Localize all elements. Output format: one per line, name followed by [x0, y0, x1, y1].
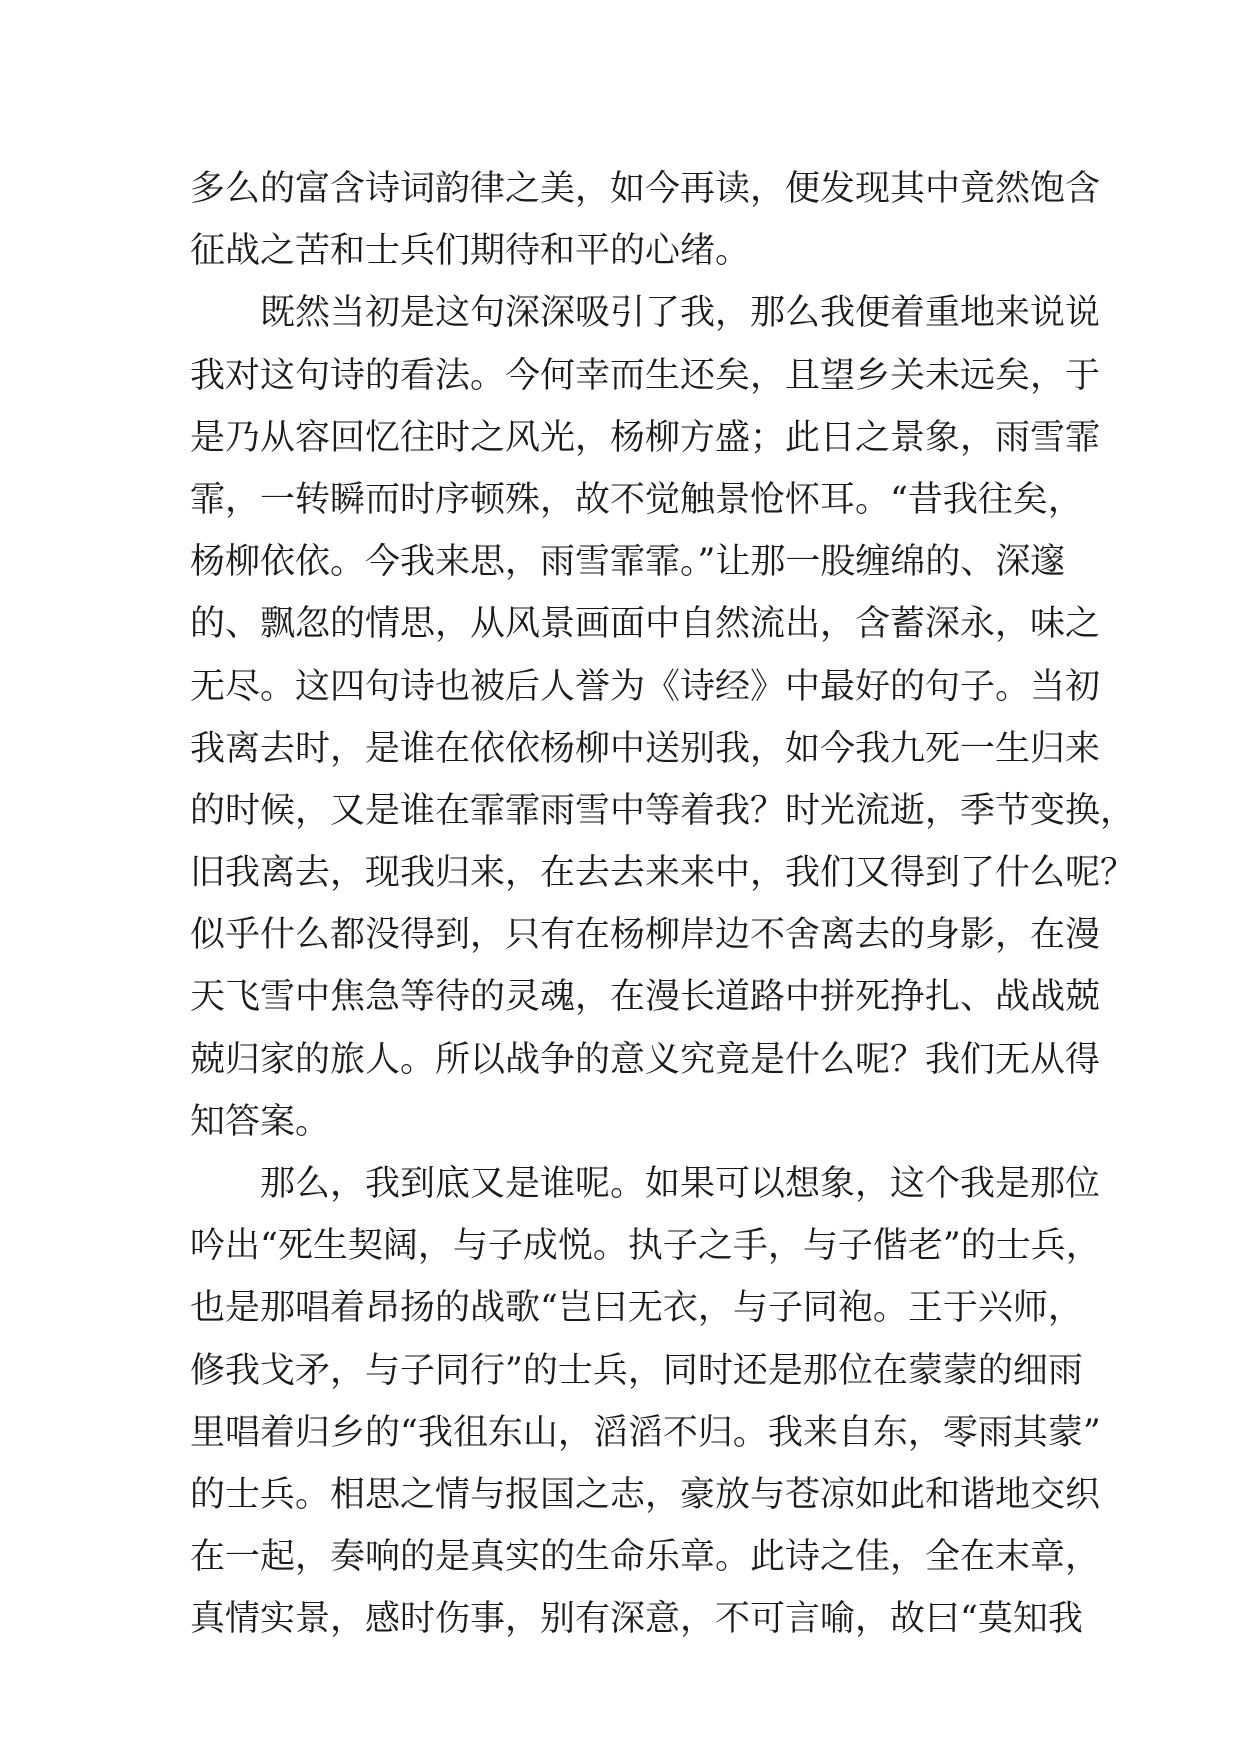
- text-line: 里唱着归乡的“我徂东山，滔滔不归。我来自东，零雨其蒙”: [190, 1412, 1101, 1453]
- text-line: 霏，一转瞬而时序顿殊，故不觉触景怆怀耳。“昔我往矣，: [190, 479, 1083, 520]
- text-line: 吟出“死生契阔，与子成悦。执子之手，与子偕老”的士兵，: [190, 1226, 1101, 1267]
- text-line: 旧我离去，现我归来，在去去来来中，我们又得到了什么呢？: [190, 853, 1136, 894]
- text-line: 的、飘忽的情思，从风景画面中自然流出，含蓄深永，味之: [190, 604, 1101, 645]
- text-line: 是乃从容回忆往时之风光，杨柳方盛；此日之景象，雨雪霏: [190, 417, 1101, 458]
- text-line: 也是那唱着昂扬的战歌“岂曰无衣，与子同袍。王于兴师，: [190, 1288, 1083, 1329]
- body-text: [190, 158, 1136, 1651]
- text-line: 征战之苦和士兵们期待和平的心绪。: [190, 231, 751, 272]
- text-line: 我离去时，是谁在依依杨柳中送别我，如今我九死一生归来: [190, 728, 1101, 769]
- text-line: 那么，我到底又是谁呢。如果可以想象，这个我是那位: [260, 1164, 1101, 1204]
- text-line: 天飞雪中焦急等待的灵魂，在漫长道路中拼死挣扎、战战兢: [190, 977, 1101, 1018]
- text-line: 无尽。这四句诗也被后人誉为《诗经》中最好的句子。当初: [190, 666, 1101, 707]
- text-line: 我对这句诗的看法。今何幸而生还矣，且望乡关未远矣，于: [190, 355, 1101, 396]
- text-line: 杨柳依依。今我来思，雨雪霏霏。”让那一股缠绵的、深邃: [190, 542, 1066, 583]
- text-line: 兢归家的旅人。所以战争的意义究竟是什么呢？我们无从得: [190, 1039, 1101, 1080]
- text-line: 在一起，奏响的是真实的生命乐章。此诗之佳，全在末章，: [190, 1537, 1101, 1578]
- text-line: 既然当初是这句深深吸引了我，那么我便着重地来说说: [260, 293, 1101, 334]
- text-line: 的时候，又是谁在霏霏雨雪中等着我？时光流逝，季节变换，: [190, 790, 1136, 831]
- text-line: 真情实景，感时伤事，别有深意，不可言喻，故曰“莫知我: [190, 1599, 1083, 1640]
- text-line: 知答案。: [190, 1101, 331, 1142]
- text-line: 多么的富含诗词韵律之美，如今再读，便发现其中竟然饱含: [190, 169, 1101, 209]
- text-line: 似乎什么都没得到，只有在杨柳岸边不舍离去的身影，在漫: [190, 915, 1101, 956]
- text-line: 的士兵。相思之情与报国之志，豪放与苍凉如此和谐地交织: [190, 1474, 1101, 1515]
- text-line: 修我戈矛，与子同行”的士兵，同时还是那位在蒙蒙的细雨: [190, 1350, 1083, 1391]
